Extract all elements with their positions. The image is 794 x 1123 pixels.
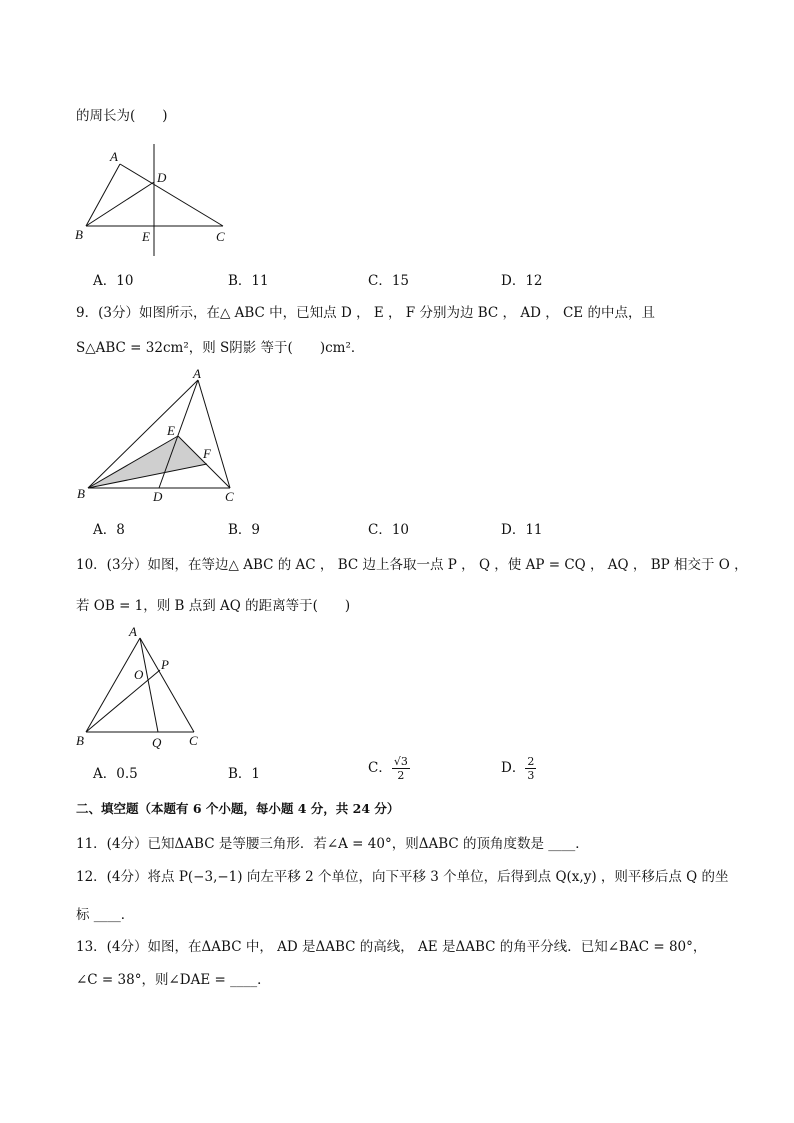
q9-label-D: D (153, 489, 163, 504)
q10-label-Q: Q (152, 735, 162, 750)
q10-question-line2: 若 OB = 1，则 B 点到 AQ 的距离等于( ) (76, 598, 351, 614)
q10-side-AB (86, 638, 140, 732)
q9-question-line1: 9．(3分）如图所示，在△ ABC 中，已知点 D ， E ， F 分别为边 BC ， AD ， CE 的中点，且 (76, 305, 655, 321)
q10-label-B: B (76, 733, 84, 748)
q10-label-C: C (189, 733, 198, 748)
q9-question-line2: S△ABC = 32cm²，则 S阴影 等于( )cm²． (76, 340, 365, 356)
q8-option-b[interactable]: B．11 (228, 273, 269, 289)
q10-side-AC (140, 638, 194, 732)
q9-options (93, 518, 713, 538)
q9-label-C: C (225, 489, 234, 504)
q8-question-tail: 的周长为( ) (76, 108, 168, 124)
section-2-title: 二、填空题（本题有 6 个小题，每小题 4 分，共 24 分） (76, 801, 400, 816)
q10-option-c[interactable]: C． $\frac{√3}{2}$ (368, 755, 408, 782)
q9-label-F: F (203, 446, 211, 461)
q10-option-a[interactable]: A．0.5 (93, 766, 138, 782)
q8-label-C: C (216, 229, 225, 244)
q13-question-line2: ∠C = 38°，则∠DAE = ____． (76, 972, 271, 988)
q10-segment-BP (86, 670, 160, 732)
q9-option-b[interactable]: B．9 (228, 522, 261, 538)
q10-question-line1: 10．(3分）如图，在等边△ ABC 的 AC ， BC 边上各取一点 P ， Q ，使 AP = CQ ， AQ ， BP 相交于 O ， (76, 557, 748, 573)
q8-option-d[interactable]: D．12 (501, 273, 543, 289)
q10-label-A: A (129, 624, 137, 639)
q9-option-c[interactable]: C．10 (368, 522, 410, 538)
q9-option-d[interactable]: D．11 (501, 522, 543, 538)
q9-label-A: A (193, 368, 201, 381)
q9-figure (72, 368, 247, 508)
q8-options (93, 269, 713, 289)
q11-question: 11．(4分）已知ΔABC 是等腰三角形．若∠A = 40°，则ΔABC 的顶角度数是 ____． (76, 836, 589, 852)
q8-option-c[interactable]: C．15 (368, 273, 410, 289)
q12-question-line1: 12．(4分）将点 P(−3,−1) 向左平移 2 个单位，向下平移 3 个单位，后得到点 Q(x,y) ，则平移后点 Q 的坐 (76, 869, 729, 885)
q10-option-d[interactable]: D． $\frac{2}{3}$ (501, 755, 535, 782)
q8-label-D: D (157, 170, 167, 185)
q12-question-line2: 标 ____． (76, 907, 135, 923)
q10-label-O: O (134, 667, 144, 682)
q9-label-E: E (167, 423, 175, 438)
q8-segment-BD (86, 182, 154, 226)
q8-side-AB (86, 164, 120, 226)
q9-shaded-region (88, 436, 207, 488)
q10-options (93, 756, 713, 790)
q10-option-d-fraction: $\frac{2}{3}$ (527, 755, 535, 782)
q9-label-B: B (77, 486, 85, 501)
q9-segment-AD (159, 380, 198, 488)
q10-figure (72, 624, 212, 752)
q8-label-B: B (75, 227, 83, 242)
q8-option-a[interactable]: A．10 (93, 273, 134, 289)
q8-figure (72, 138, 242, 260)
q10-option-b[interactable]: B．1 (228, 766, 261, 782)
q10-option-c-fraction: $\frac{√3}{2}$ (393, 755, 408, 782)
q8-side-AC (120, 164, 223, 226)
q10-label-P: P (161, 657, 169, 672)
q8-label-A: A (110, 149, 118, 164)
q9-option-a[interactable]: A．8 (93, 522, 125, 538)
q13-question-line1: 13．(4分）如图，在ΔABC 中， AD 是ΔABC 的高线， AE 是ΔABC 的角平分线．已知∠BAC = 80°， (76, 939, 707, 955)
q8-label-E: E (142, 229, 150, 244)
